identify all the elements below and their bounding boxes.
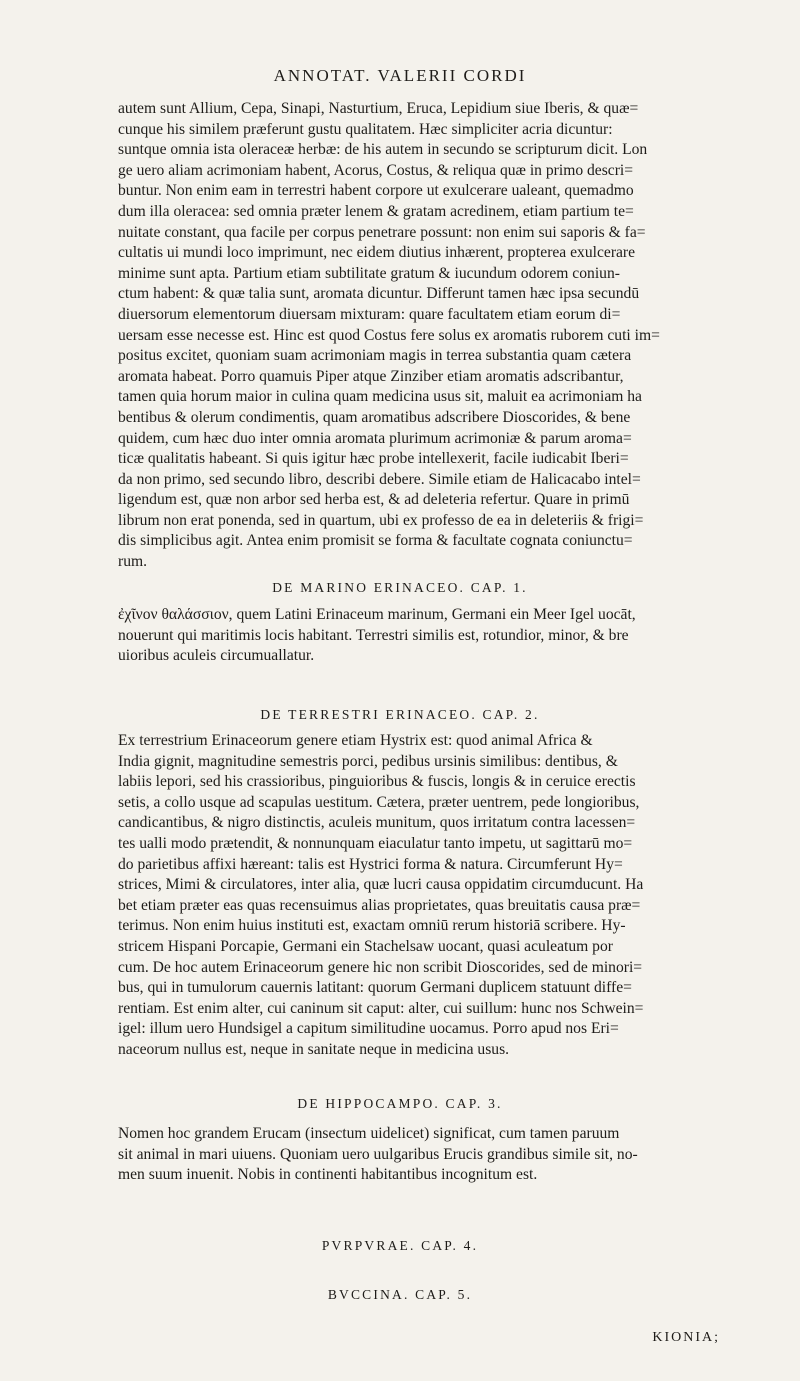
section-heading-marine-erinaceus: DE MARINO ERINACEO. CAP. 1. (272, 580, 528, 595)
text-line: uersam esse necesse est. Hinc est quod Costus fere solus ex aromatis ruborem cuti im= (118, 326, 660, 344)
text-line: bus, qui in tumulorum cauernis latitant: quorum Germani duplicem statuunt diffe= (118, 979, 632, 997)
text-line: men suum inuenit. Nobis in continenti habitantibus incognitum est. (118, 1166, 538, 1184)
text-line: bet etiam præter eas quas recensuimus alias proprietates, quas breuitatis causa præ= (118, 896, 641, 914)
running-head: ANNOTAT. VALERII CORDI (273, 66, 527, 85)
text-line: rentiam. Est enim alter, cui caninum sit caput: alter, cui suillum: hunc nos Schwein= (118, 999, 644, 1017)
text-line: dum illa oleracea: sed omnia præter lenem & gratam acredinem, etiam partium te= (118, 202, 634, 220)
section-heading-hippocampus: DE HIPPOCAMPO. CAP. 3. (297, 1096, 503, 1111)
text-line: naceorum nullus est, neque in sanitate neque in medicina usus. (118, 1040, 510, 1058)
text-line: Ex terrestrium Erinaceorum genere etiam Hystrix est: quod animal Africa & (118, 732, 593, 749)
text-line: positus excitet, quoniam suam acrimoniam magis in terrea substantia quam cætera (118, 347, 632, 365)
text-line: da non primo, sed secundo libro, describi debere. Simile etiam de Halicacabo intel= (118, 470, 641, 488)
text-line: ticæ qualitatis habeant. Si quis igitur hæc probe intellexerit, facile iudicabit Iberi= (118, 450, 629, 468)
text-line: nouerunt qui maritimis locis habitant. Terrestri similis est, rotundior, minor, & bre (118, 626, 629, 644)
text-line: sit animal in mari uiuens. Quoniam uero uulgaribus Erucis grandibus simile sit, no- (118, 1145, 638, 1163)
text-line: labiis lepori, sed his crassioribus, pinguioribus & fuscis, longis & in ceruice erectis (118, 773, 636, 791)
text-line: stricem Hispani Porcapie, Germani ein Stachelsaw uocant, quasi aculeatum por (118, 937, 613, 955)
section-heading-purpurae: PVRPVRAE. CAP. 4. (321, 1238, 479, 1253)
text-line: autem sunt Allium, Cepa, Sinapi, Nasturtium, Eruca, Lepidium siue Iberis, & quæ= (118, 100, 639, 117)
text-line: do parietibus affixi hæreant: talis est Hystrici forma & natura. Circumferunt Hy= (118, 855, 623, 873)
text-line: nuitate constant, qua facile per corpus penetrare possunt: non enim sui saporis & fa= (118, 223, 646, 241)
text-line: cultatis ui mundi loco imprimunt, nec eidem diutius inhærent, propterea exulcerare (118, 244, 636, 262)
text-line: librum non erat ponenda, sed in quartum, ubi ex professo de ea in deleteriis & frigi= (118, 511, 644, 529)
text-line: ἐχῖνον θαλάσσιον, quem Latini Erinaceum marinum, Germani ein Meer Igel uocāt, (118, 606, 636, 623)
section-marine-erinaceus-text (118, 605, 720, 667)
section-hippocampus-text (118, 1124, 720, 1186)
text-line: terimus. Non enim huius instituti est, exactam omniū rerum historiā scribere. Hy- (118, 917, 626, 935)
catchword: ΚΙΟΝΙΑ; (652, 1330, 720, 1345)
text-line: quidem, cum hæc duo inter omnia aromata plurimum acrimoniæ & parum aroma= (118, 429, 632, 447)
section-heading-terrestrial-erinaceus: DE TERRESTRI ERINACEO. CAP. 2. (260, 707, 540, 722)
text-line: candicantibus, & nigro distinctis, aculeis munitum, quos irritatum contra lacessen= (118, 814, 636, 832)
section-heading-buccina: BVCCINA. CAP. 5. (327, 1287, 473, 1302)
text-line: tes ualli modo prætendit, & nonnunquam eiaculatur tanto impetu, ut sagittarū mo= (118, 834, 633, 852)
text-line: India gignit, magnitudine semestris porci, pedibus ursinis similibus: dentibus, & (118, 752, 618, 770)
text-line: tamen quia horum maior in culina quam medicina usus sit, maluit ea acrimoniam ha (118, 388, 642, 406)
intro-paragraph (118, 99, 720, 573)
text-line: rum. (118, 553, 148, 571)
text-line: cunque his similem præferunt gustu qualitatem. Hæc simpliciter acria dicuntur: (118, 120, 613, 138)
text-line: Nomen hoc grandem Erucam (insectum uidelicet) significat, cum tamen paruum (118, 1125, 620, 1142)
text-line: ligendum est, quæ non arbor sed herba est, & ad deleteria refertur. Quare in primū (118, 491, 630, 509)
text-line: buntur. Non enim eam in terrestri habent corpore ut exulcerare ualeant, quemadmo (118, 182, 634, 200)
text-line: bentibus & olerum condimentis, quam aromatibus adscribere Dioscorides, & bene (118, 408, 631, 426)
text-line: diuersorum elementorum diuersam mixturam: quare facultatem etiam eorum di= (118, 305, 621, 323)
text-line: igel: illum uero Hundsigel a capitum similitudine uocamus. Porro apud nos Eri= (118, 1020, 619, 1038)
text-line: minime sunt apta. Partium etiam subtilitate gratum & iucundum odorem coniun- (118, 264, 620, 282)
text-line: uioribus aculeis circumuallatur. (118, 647, 315, 665)
text-line: dis simplicibus agit. Antea enim promisit se forma & facultate cognata coniunctu= (118, 532, 633, 550)
text-line: ge uero aliam acrimoniam habent, Acorus, Costus, & reliqua quæ in primo descri= (118, 161, 634, 179)
text-line: aromata habeat. Porro quamuis Piper atque Zinziber etiam aromatis adscribantur, (118, 367, 624, 385)
text-line: ctum habent: & quæ talia sunt, aromata dicuntur. Differunt tamen hæc ipsa secundū (118, 285, 640, 303)
text-line: suntque omnia ista oleraceæ herbæ: de his autem in secundo se scripturum dicit. Lon (118, 141, 648, 159)
text-line: cum. De hoc autem Erinaceorum genere hic non scribit Dioscorides, sed de minori= (118, 958, 643, 976)
section-terrestrial-erinaceus-text (118, 731, 720, 1061)
text-line: setis, a collo usque ad scapulas uestitum. Cætera, præter uentrem, pede longioribus, (118, 793, 640, 811)
text-line: strices, Mimi & circulatores, inter alia, quæ lucri causa oppidatim circumducunt. Ha (118, 876, 644, 894)
